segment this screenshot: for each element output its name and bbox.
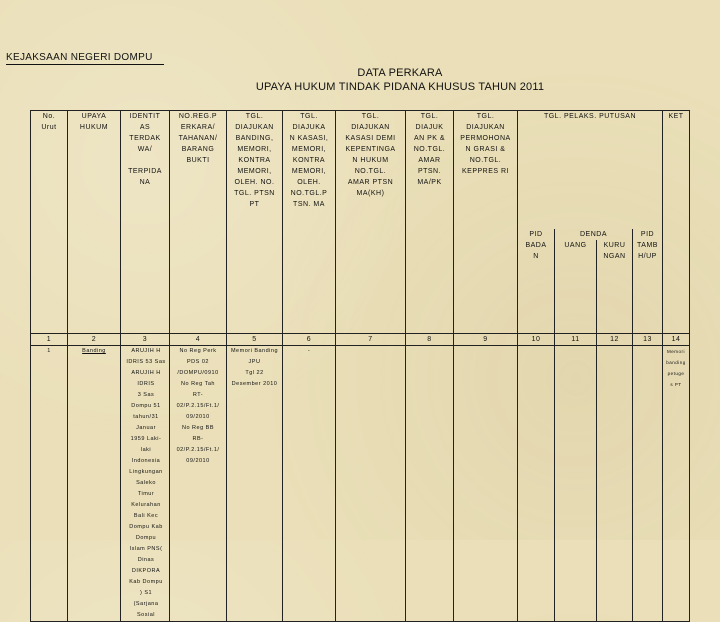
row-pid-badan — [518, 346, 555, 622]
header-uang: UANG — [555, 240, 597, 334]
header-upaya-hukum: UPAYA HUKUM — [68, 111, 121, 334]
header-tgl-banding: TGL. DIAJUKAN BANDING, MEMORI, KONTRA MEMORI, OLEH. NO. TGL. PTSN PT — [227, 111, 283, 334]
row-tgl-banding: Memori Banding JPU Tgl 22 Desember 2010 — [227, 346, 283, 622]
header-kurungan: KURU NGAN — [597, 240, 633, 334]
header-no-reg: NO.REG.P ERKARA/ TAHANAN/ BARANG BUKTI — [170, 111, 227, 334]
header-ket: KET — [663, 111, 690, 334]
col-number: 12 — [597, 334, 633, 346]
col-number: 8 — [406, 334, 454, 346]
row-uang — [555, 346, 597, 622]
col-number: 3 — [121, 334, 170, 346]
case-table — [30, 110, 690, 622]
col-number: 10 — [518, 334, 555, 346]
table-row — [31, 346, 690, 622]
col-number: 2 — [68, 334, 121, 346]
col-number: 1 — [31, 334, 68, 346]
row-tgl-grasi — [454, 346, 518, 622]
header-row — [31, 111, 690, 229]
header-pid-badan: PID BADA N — [518, 229, 555, 334]
header-tgl-kasasi: TGL. DIAJUKA N KASASI, MEMORI, KONTRA MEMORI, OLEH. NO.TGL.P TSN. MA — [283, 111, 336, 334]
header-pid-tambahan: PID TAMB H/UP — [633, 229, 663, 334]
header-identitas: IDENTIT AS TERDAK WA/ TERPIDA NA — [121, 111, 170, 334]
row-kurungan — [597, 346, 633, 622]
col-number: 9 — [454, 334, 518, 346]
col-number: 11 — [555, 334, 597, 346]
col-number: 6 — [283, 334, 336, 346]
page-title — [180, 66, 620, 94]
header-tgl-pk: TGL. DIAJUK AN PK & NO.TGL. AMAR PTSN. MA/PK — [406, 111, 454, 334]
title-line-2: UPAYA HUKUM TINDAK PIDANA KHUSUS TAHUN 2011 — [255, 81, 545, 93]
col-number: 4 — [170, 334, 227, 346]
organization-name: KEJAKSAAN NEGERI DOMPU — [6, 52, 164, 65]
row-tgl-kasasi: - — [283, 346, 336, 622]
row-tgl-kasasi-demi-hukum — [336, 346, 406, 622]
row-identitas: ARUJIH H IDRIS 53 Sas ARUJIH H IDRIS 3 Sas Dompu 51 tahun/31 Januar 1959 Laki- laki Indonesia Lingkungan Saleko Timur Kelurahan Bali Kec Dompu Kab Dompu Islam PNS( Dinas DIKPORA Kab Dompu ) S1 (Sarjana Sosial — [121, 346, 170, 622]
column-number-row — [31, 334, 690, 346]
header-tgl-grasi: TGL. DIAJUKAN PERMOHONA N GRASI & NO.TGL. KEPPRES RI — [454, 111, 518, 334]
header-denda: DENDA — [555, 229, 633, 240]
col-number: 5 — [227, 334, 283, 346]
header-pelaksanaan-putusan: TGL. PELAKS. PUTUSAN — [518, 111, 663, 229]
row-pid-tambahan — [633, 346, 663, 622]
row-no-reg: No Reg Perk PDS 02 /DOMPU/0910 No Reg Tah RT- 02/P.2.15/Ft.1/ 09/2010 No Reg BB RB- 02/P.2.15/Ft.1/ 09/2010 — [170, 346, 227, 622]
title-line-1: DATA PERKARA — [357, 67, 443, 79]
row-upaya-hukum: Banding — [68, 346, 121, 622]
header-tgl-kasasi-demi-hukum: TGL. DIAJUKAN KASASI DEMI KEPENTINGA N HUKUM NO.TGL. AMAR PTSN MA(KH) — [336, 111, 406, 334]
row-no: 1 — [31, 346, 68, 622]
col-number: 7 — [336, 334, 406, 346]
row-tgl-pk — [406, 346, 454, 622]
col-number: 13 — [633, 334, 663, 346]
col-number: 14 — [663, 334, 690, 346]
header-no: No. Urut — [31, 111, 68, 334]
row-ket: Memori banding petuge s PT — [663, 346, 690, 622]
